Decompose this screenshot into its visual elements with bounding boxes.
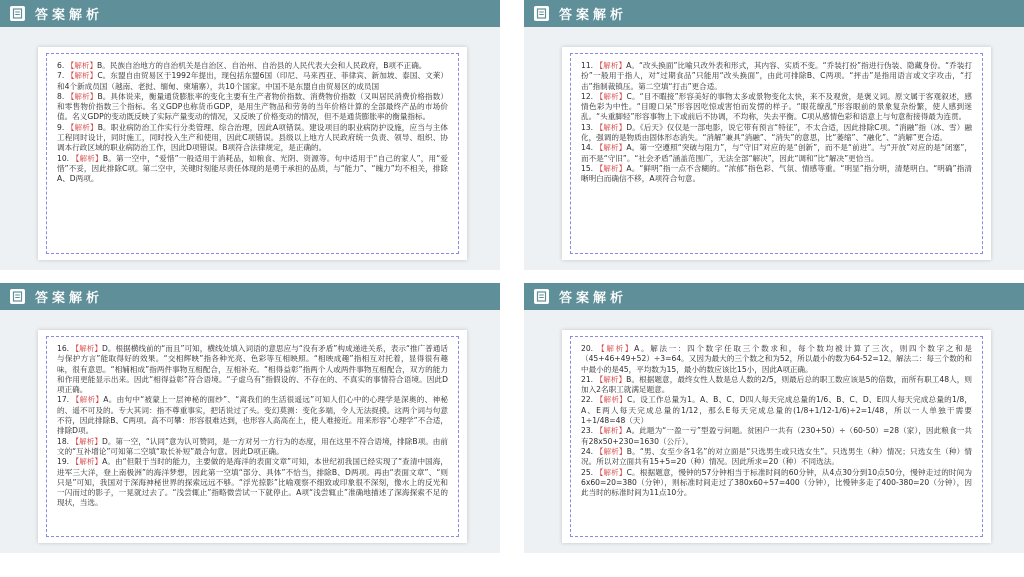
answer-item: 18. 【解析】D。第一空，“认同”意为认可赞同，是一方对另一方行为的态度，用在这里不符合语境，排除B项。由前文的“互补增论”可知第二空填“取长补短”最合句意。因此D项正确。 [57, 436, 449, 456]
panel-header [524, 0, 1024, 27]
answer-card [562, 47, 991, 260]
answer-item: 11. 【解析】A。“改头换面”比喻只改外表和形式，其内容、实质不变。“乔装打扮”指进行伪装、隐藏身份。“乔装打扮”一般用于指人，对“过期食品”只能用“改头换面”，由此可排除B、C两项。“抨击”是指用语言或文字攻击，“打击”指制裁镇压。第二空填“打击”更合适。 [581, 61, 972, 91]
answer-item: 6. 【解析】B。民族自治地方的自治机关是自治区、自治州、自治县的人民代表大会和人民政府，B项不正确。 [57, 61, 427, 70]
answer-item: 9. 【解析】B。职业病防治工作实行分类管理、综合治理，因此A项错误。建设项目的职业病防护设施，应当与主体工程同时设计，同时施工，同时投入生产和使用，因此C项错误。县级以上地方人民政府统一负责、领导、组织、协调本行政区域的职业病防治工作，因此D项错误。B项符合法律规定，是正确的。 [57, 122, 448, 153]
answer-item: 19. 【解析】A。由“但限于当时的能力，主要做的是海洋的表面文章”可知，本世纪初我国已经实现了“查清中国海，进军三大洋，登上南极洲”的海洋梦想，因此第一空填“部分、具体”不恰当，排除B、D两项。再由“表面文章”、“则只是”可知，我国对于深海神秘世界的探索远远不够。“浮光掠影”比喻观察不细致或印象很不深刻，像水上的反光和一闪而过的影子，一晃就过去了。“浅尝辄止”指略微尝试一下就停止。A项“浅尝辄止”准确地描述了深海探索不足的现状，当选。 [57, 457, 448, 508]
slide-panel-2 [524, 0, 1024, 270]
answer-item: 13. 【解析】D。《后天》仅仅是一部电影，说它带有预言“特征”，不太合适，因此排除C项。“消融”指（冰、雪）融化，强调的是物质由固体形态消失。“消解”兼具“消融”、“消失”的意思，比“萎缩”、“融化”、“消解”更合适。 [581, 122, 972, 143]
answer-card [562, 330, 991, 543]
answer-item: 10. 【解析】B。第一空中，“爱惜”一般适用于消耗品，如粮食、光阴、资源等。句中适用于“自己的家人”，用“爱惜”不妥，因此排除C项。第二空中，关键时刻能尽责任体现的是勇于承担的品质，与“能力”、“魄力”均不相关，排除A、D两项。 [57, 153, 448, 184]
answer-item: 12. 【解析】C。“目不暇接”形容美好的事物太多或景物变化太快，来不及观赏，是褒义词。原文属于客观叙述，感情色彩为中性。“目瞪口呆”形容因吃惊或害怕而发愣的样子。“眼花缭乱”形容眼前的景象复杂纷繁，使人感到迷乱。“头重脚轻”形容事物上下或前后不协调，不均称，失去平衡。C项从感情色彩和语意上与句意衔接得最为连贯。 [581, 91, 972, 122]
document-icon [534, 6, 549, 21]
panel-title: 答案解析 [35, 291, 104, 306]
answer-list [46, 336, 459, 537]
answer-item: 16. 【解析】D。根据横线前的“而且”可知，横线处填入词语的意思应与“没有矛盾”构成递进关系，表示“推广普通话与保护方言”能取得好的效果。“交相辉映”指各种光亮、色彩等互相映照。“相映成趣”指相互对托着，显得很有趣味，很有意思。“相辅相成”指两件事物互相配合，互相补充。“相得益彰”指两个人或两件事物互相配合，双方的能力和作用更能显示出来。因此“相得益彰”符合语境。“子虚乌有”指假设的、不存在的、不真实的事情符合语境。因此D项正确。 [57, 344, 449, 395]
answer-item: 20. 【解析】A。解法一：四个数字任取三个数求和，每个数均被计算了三次，则四个数字之和是（45+46+49+52）÷3=64。又因为最大的三个数之和为52，所以最小的数为64-52=12。解法二：每三个数的和中最小的是45，平均数为15，最小的数应该比15小，因此A项正确。 [581, 344, 972, 374]
answer-list [46, 53, 459, 254]
document-icon [534, 289, 549, 304]
slide-panel-1 [0, 0, 500, 270]
answer-item: 14. 【解析】A。第一空遵照“突破与阻力”，与“守旧”对应的是“创新”，而不是“前进”。与“开放”对应的是“闭塞”，而不是“守旧”。“社会矛盾”涵盖范围广，无法全部“解决”，因此“调和”比“解决”更恰当。 [581, 143, 972, 163]
slide-panel-4 [524, 283, 1024, 553]
document-icon [10, 6, 25, 21]
answer-card [38, 47, 467, 260]
panel-header [0, 0, 500, 27]
answer-item: 24. 【解析】B。“男、女至少各1名”的对立面是“只选男生或只选女生”。只选男生（种）情况；只选女生（种）情况。所以对立面共有15+5=20（种）情况。因此所求=20（种）不同选法。 [581, 446, 972, 467]
panel-title: 答案解析 [559, 8, 628, 23]
answer-item: 17. 【解析】A。由句中“被蒙上一层神秘的面纱”、“离我们的生活很遥远”可知人们心中的心理学是深奥的、神秘的、遥不可及的。专大其词：指不尊重事实，把话说过了头。变幻莫测：变化多端，令人无法捉摸。这两个词与句意不符，因此排除B、C两项。高不可攀：形容很难达到，也形容人高高在上，使人难接近。用来形容“心理学”不合适，排除D项。 [57, 395, 448, 436]
answer-list [570, 53, 983, 254]
answer-item: 21. 【解析】B。根据题意，最终女性人数是总人数的2/5，则最后总的职工数应该是5的倍数，而所有职工48人，则加入2名职工就满足题意。 [581, 374, 973, 395]
answer-item: 23. 【解析】A。此题为“一盈一亏”型盈亏问题。贫困户一共有（230+50）÷（60-50）=28（家），因此粮食一共有28x50+230=1630（公斤）。 [581, 426, 973, 446]
answer-list [570, 336, 983, 537]
panel-title: 答案解析 [35, 8, 104, 23]
document-icon [10, 289, 25, 304]
answer-item: 8. 【解析】B。具体说来，衡量通货膨胀率的变化主要有生产者物价指数、消费物价指数（又叫居民消费价格指数）和零售物价指数三个指标。名义GDP也称货币GDP，是用生产物品和劳务的当年价格计算的全部最终产品的市场价值。名义GDP的变动既反映了实际产量变动的情况，又反映了价格变动的情况，但不是通货膨胀率的衡量指标。 [57, 91, 448, 122]
answer-item: 15. 【解析】A。“鲜明”指一点不含糊的。“浓郁”指色彩、气氛、情感等重。“明显”指分明，清楚明白。“明确”指清晰明白而确信不移，A项符合句意。 [581, 163, 972, 184]
panel-header [0, 283, 500, 310]
answer-card [38, 330, 467, 543]
answer-item: 7. 【解析】C。东盟自由贸易区于1992年提出，现包括东盟6国（印尼、马来西亚、菲律宾、新加坡、泰国、文莱）和4个新成员国（越南、老挝、缅甸、柬埔寨），共10个国家。中国不是东盟自由贸易区的成员国 [57, 71, 448, 91]
slide-panel-3 [0, 283, 500, 553]
answer-item: 22. 【解析】C。设工作总量为1。A、B、C、D四人每天完成总量的1/6、B、C、D、E四人每天完成总量的1/8，A、E两人每天完成总量的1/12，那么E每天完成总量的(1/8+1/12-1/6)÷2=1/48，所以一人单独干需要1÷1/48=48（天） [581, 395, 973, 426]
panel-header [524, 283, 1024, 310]
answer-item: 25. 【解析】C。根据题意，慢钟的57分钟相当于标准时间的60分钟，从4点30分到10点50分，慢钟走过的时间为6x60=20=380（分钟），则标准时间走过了380x60÷57=400（分钟），比慢钟多走了400-380=20（分钟），因此当时的标准时间为11点10分。 [581, 467, 972, 498]
panel-title: 答案解析 [559, 291, 628, 306]
